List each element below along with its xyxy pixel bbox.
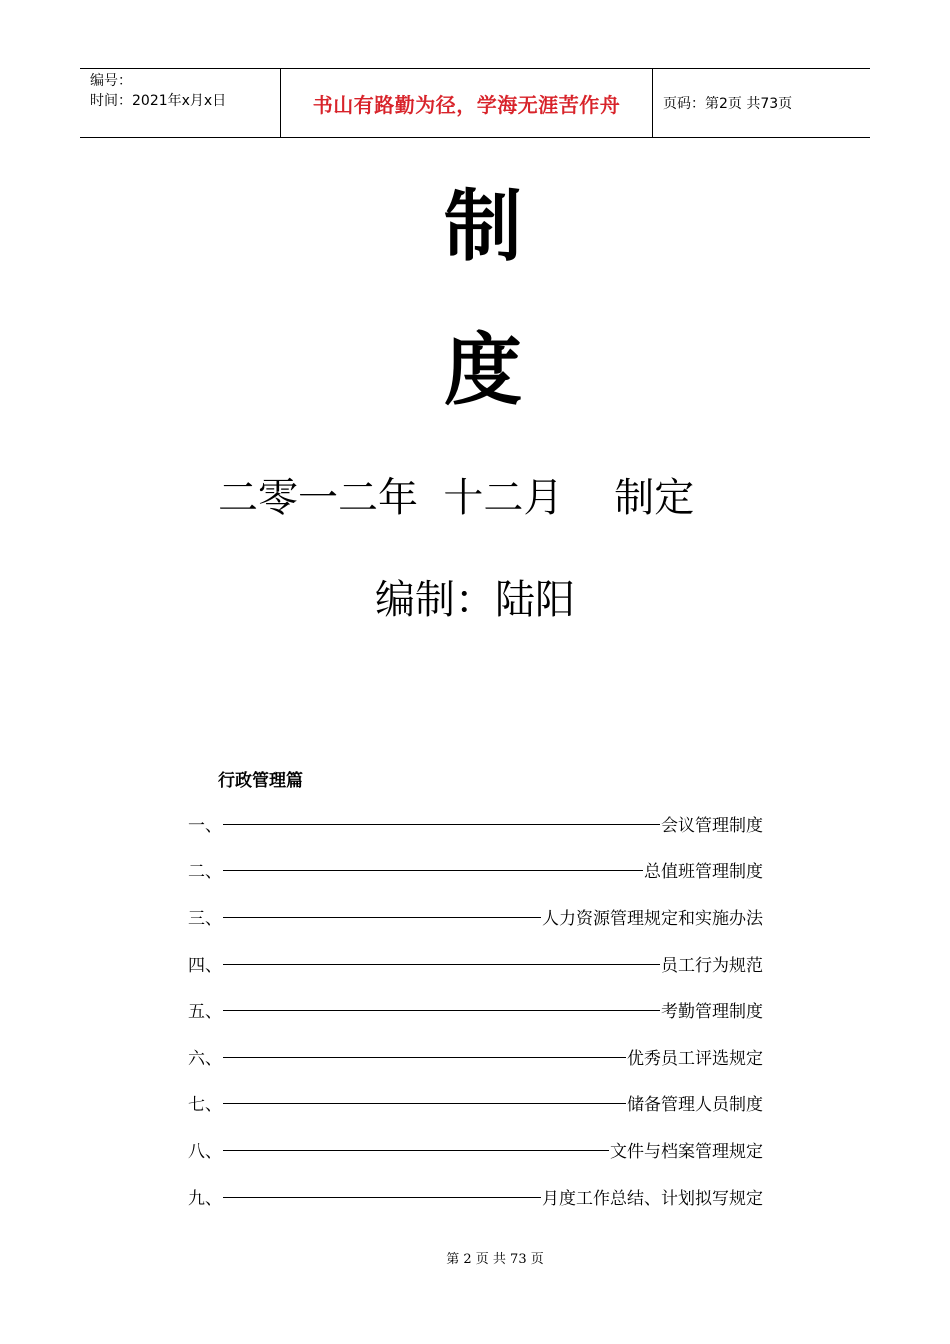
toc-entry[interactable] xyxy=(188,1033,763,1080)
toc-leader-line xyxy=(223,1150,609,1151)
document-number-label: 编号： xyxy=(90,73,132,89)
document-time-label: 时间：2021年x月x日 xyxy=(90,93,227,109)
toc-title: 员工行为规范 xyxy=(661,955,763,976)
date-line: 二零一二年 十二月 制定 xyxy=(218,475,695,521)
toc-title: 文件与档案管理规定 xyxy=(610,1141,763,1162)
section-title: 行政管理篇 xyxy=(218,771,303,791)
toc-number: 九、 xyxy=(188,1188,222,1209)
toc-title: 月度工作总结、计划拟写规定 xyxy=(542,1188,763,1209)
toc-number: 七、 xyxy=(188,1095,222,1116)
toc-title: 储备管理人员制度 xyxy=(627,1095,763,1116)
toc-title: 会议管理制度 xyxy=(661,815,763,836)
toc-number: 四、 xyxy=(188,955,222,976)
toc-leader-line xyxy=(223,1010,660,1011)
toc-number: 二、 xyxy=(188,862,222,883)
toc-leader-line xyxy=(223,1103,626,1104)
table-of-contents xyxy=(188,800,763,1219)
toc-number: 三、 xyxy=(188,908,222,929)
header-meta xyxy=(80,69,281,137)
page-footer: 第 2 页 共 73 页 xyxy=(446,1252,544,1267)
document-header xyxy=(80,68,870,138)
toc-entry[interactable] xyxy=(188,986,763,1033)
toc-number: 一、 xyxy=(188,815,222,836)
header-page-info: 页码：第2页 共73页 xyxy=(663,96,793,112)
toc-entry[interactable] xyxy=(188,800,763,847)
toc-leader-line xyxy=(223,964,660,965)
toc-title: 优秀员工评选规定 xyxy=(627,1048,763,1069)
toc-title: 考勤管理制度 xyxy=(661,1002,763,1023)
toc-leader-line xyxy=(223,1197,541,1198)
toc-number: 八、 xyxy=(188,1141,222,1162)
toc-leader-line xyxy=(223,870,643,871)
toc-leader-line xyxy=(223,917,541,918)
toc-entry[interactable] xyxy=(188,1126,763,1173)
toc-title: 人力资源管理规定和实施办法 xyxy=(542,908,763,929)
toc-entry[interactable] xyxy=(188,1173,763,1220)
toc-number: 六、 xyxy=(188,1048,222,1069)
toc-number: 五、 xyxy=(188,1002,222,1023)
header-page-cell xyxy=(653,69,870,137)
toc-entry[interactable] xyxy=(188,893,763,940)
title-char-2: 度 xyxy=(443,325,522,416)
compiler-line: 编制：陆阳 xyxy=(375,577,575,623)
toc-entry[interactable] xyxy=(188,847,763,894)
toc-entry[interactable] xyxy=(188,940,763,987)
toc-leader-line xyxy=(223,824,660,825)
header-motto: 书山有路勤为径，学海无涯苦作舟 xyxy=(312,92,621,117)
toc-title: 总值班管理制度 xyxy=(644,862,763,883)
title-char-1: 制 xyxy=(443,181,522,272)
header-motto-cell xyxy=(281,69,653,137)
toc-leader-line xyxy=(223,1057,626,1058)
toc-entry[interactable] xyxy=(188,1080,763,1127)
